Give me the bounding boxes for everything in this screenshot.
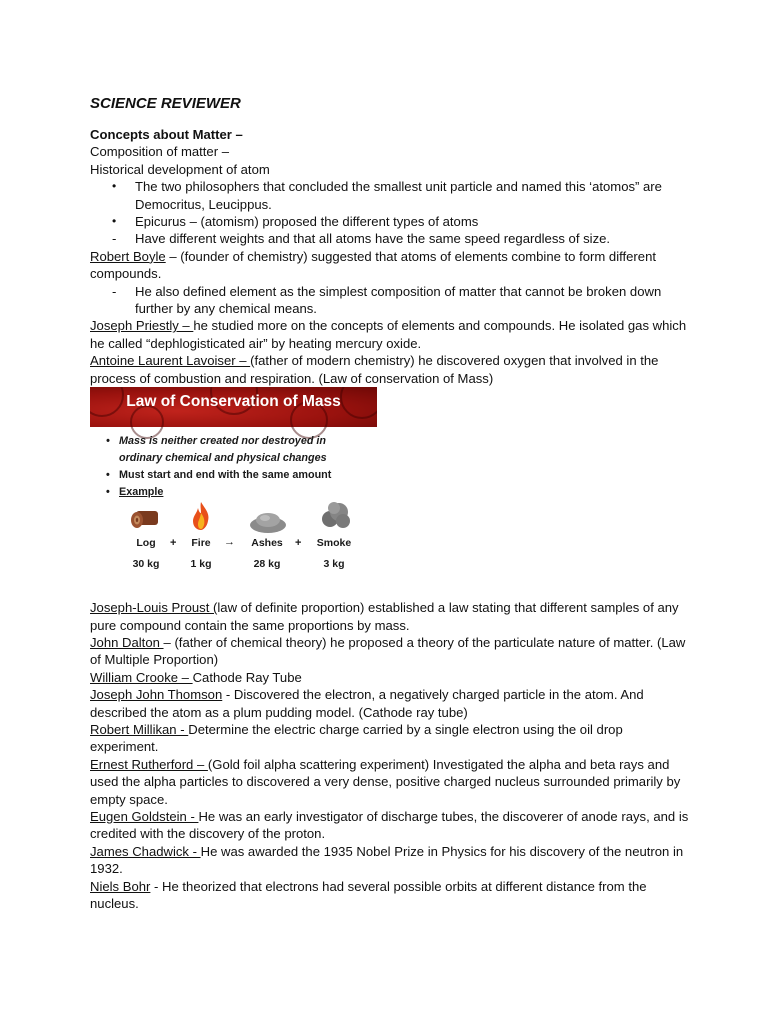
- dash-marker: -: [112, 283, 117, 299]
- figure-point: • Example: [106, 486, 164, 499]
- philosophers-list: [90, 178, 690, 248]
- arrow-icon: →: [224, 536, 235, 549]
- scientist-name: Robert Millikan -: [90, 721, 189, 737]
- item-label: Smoke: [316, 537, 352, 550]
- scientist-name: Niels Bohr: [90, 878, 151, 894]
- scientist-entry: [90, 756, 690, 808]
- ashes-icon: [248, 509, 288, 533]
- scientist-entry: [90, 721, 690, 756]
- scientist-entry: [90, 669, 690, 686]
- scientist-name: Joseph John Thomson: [90, 687, 223, 703]
- composition-line: Composition of matter –: [90, 144, 229, 160]
- entry-text: Cathode Ray Tube: [192, 669, 302, 685]
- entry-text: - He theorized that electrons had several possible orbits at different distance from the nucleus.: [90, 878, 647, 911]
- smoke-icon: [319, 499, 353, 531]
- list-item-text: He also defined element as the simplest composition of matter that cannot be broken down further by any chemical means.: [135, 283, 662, 317]
- scientist-entry: [90, 686, 690, 721]
- scientist-name: Robert Boyle: [90, 248, 166, 264]
- scientist-name: Eugen Goldstein -: [90, 808, 199, 824]
- entry-text: (Gold foil alpha scattering experiment) Investigated the alpha and beta rays and used the alpha particles to discovered a very dense, positive charged nucleus surrounded primarily by empty space.: [90, 756, 681, 807]
- item-label: Ashes: [251, 537, 283, 550]
- item-amount: 1 kg: [190, 557, 212, 570]
- equation-item: [128, 535, 164, 573]
- item-amount: 3 kg: [323, 557, 345, 570]
- scientist-name: Joseph Priestly –: [90, 318, 194, 334]
- equation-item: [312, 535, 356, 573]
- scientist-name: James Chadwick -: [90, 843, 201, 859]
- entry-text: law of definite proportion) established a law stating that different samples of any pure compound contain the same proportions by mass.: [90, 600, 679, 633]
- document-title: SCIENCE REVIEWER: [90, 95, 241, 112]
- item-amount: 30 kg: [132, 557, 160, 570]
- list-item: [90, 213, 690, 230]
- equation-item: [246, 535, 288, 573]
- list-item: [90, 230, 690, 247]
- entry-text: (father of modern chemistry) he discovered oxygen that involved in the process of combustion and respiration. (Law of conservation of Mass): [90, 353, 659, 386]
- list-item: [90, 283, 690, 318]
- scientist-entry: [90, 599, 690, 634]
- list-item: [90, 178, 690, 213]
- list-item-text: Epicurus – (atomism) proposed the different types of atoms: [135, 214, 479, 230]
- scientist-entry: [90, 634, 690, 669]
- bullet-marker: •: [112, 214, 117, 229]
- conservation-of-mass-figure: [90, 387, 377, 599]
- scientist-name: John Dalton: [90, 634, 164, 650]
- plus-sign: +: [295, 537, 302, 550]
- figure-point: • Mass is neither created nor destroyed in ordinary chemical and physical changes: [106, 435, 327, 465]
- list-item-text: Have different weights and that all atoms have the same speed regardless of size.: [135, 231, 611, 247]
- list-item-text: The two philosophers that concluded the smallest unit particle and named this ‘atomos” are Democritus, Leucippus.: [135, 179, 662, 212]
- fire-icon: [191, 501, 211, 531]
- item-label: Log: [136, 537, 156, 550]
- dash-marker: -: [112, 231, 117, 247]
- scientist-entry: [90, 878, 690, 913]
- scientist-entry: [90, 352, 690, 387]
- history-line: Historical development of atom: [90, 161, 270, 177]
- entry-text: Determine the electric charge carried by a single electron using the oil drop experiment.: [90, 721, 623, 755]
- entry-text: He was awarded the 1935 Nobel Prize in Physics for his discovery of the neutron in 1932.: [90, 843, 684, 877]
- figure-point: • Must start and end with the same amount: [106, 469, 332, 482]
- item-label: Fire: [191, 537, 211, 550]
- log-icon: [130, 507, 162, 531]
- figure-points: [104, 433, 369, 501]
- plus-sign: +: [170, 537, 177, 550]
- scientist-name: Ernest Rutherford –: [90, 756, 208, 772]
- equation-item: [184, 535, 218, 573]
- figure-title: Law of Conservation of Mass: [126, 393, 341, 411]
- document-body: [90, 94, 690, 912]
- entry-text: - Discovered the electron, a negatively charged particle in the atom. And described the atom as a plum pudding model. (Cathode ray tube): [90, 687, 644, 720]
- mass-equation: [90, 505, 377, 595]
- scientist-entry: [90, 843, 690, 878]
- scientist-entry: [90, 317, 690, 352]
- scientist-name: Joseph-Louis Proust (: [90, 600, 218, 616]
- entry-text: – (father of chemical theory) he proposed a theory of the particulate nature of matter. (Law of Multiple Proportion): [90, 634, 686, 668]
- boyle-entry: [90, 248, 690, 283]
- entry-text: – (founder of chemistry) suggested that atoms of elements combine to form different compounds.: [90, 248, 656, 282]
- item-amount: 28 kg: [253, 557, 281, 570]
- scientist-name: William Crooke –: [90, 669, 193, 685]
- entry-text: He was an early investigator of discharge tubes, the discoverer of anode rays, and is credited with the discovery of the proton.: [90, 808, 689, 842]
- scientist-entry: [90, 808, 690, 843]
- boyle-sublist: [90, 283, 690, 318]
- section-heading: Concepts about Matter –: [90, 127, 243, 142]
- bullet-marker: •: [112, 179, 117, 194]
- scientist-name: Antoine Laurent Lavoiser –: [90, 353, 251, 369]
- entry-text: he studied more on the concepts of elements and compounds. He isolated gas which he called “dephlogisticated air” by heating mercury oxide.: [90, 318, 687, 351]
